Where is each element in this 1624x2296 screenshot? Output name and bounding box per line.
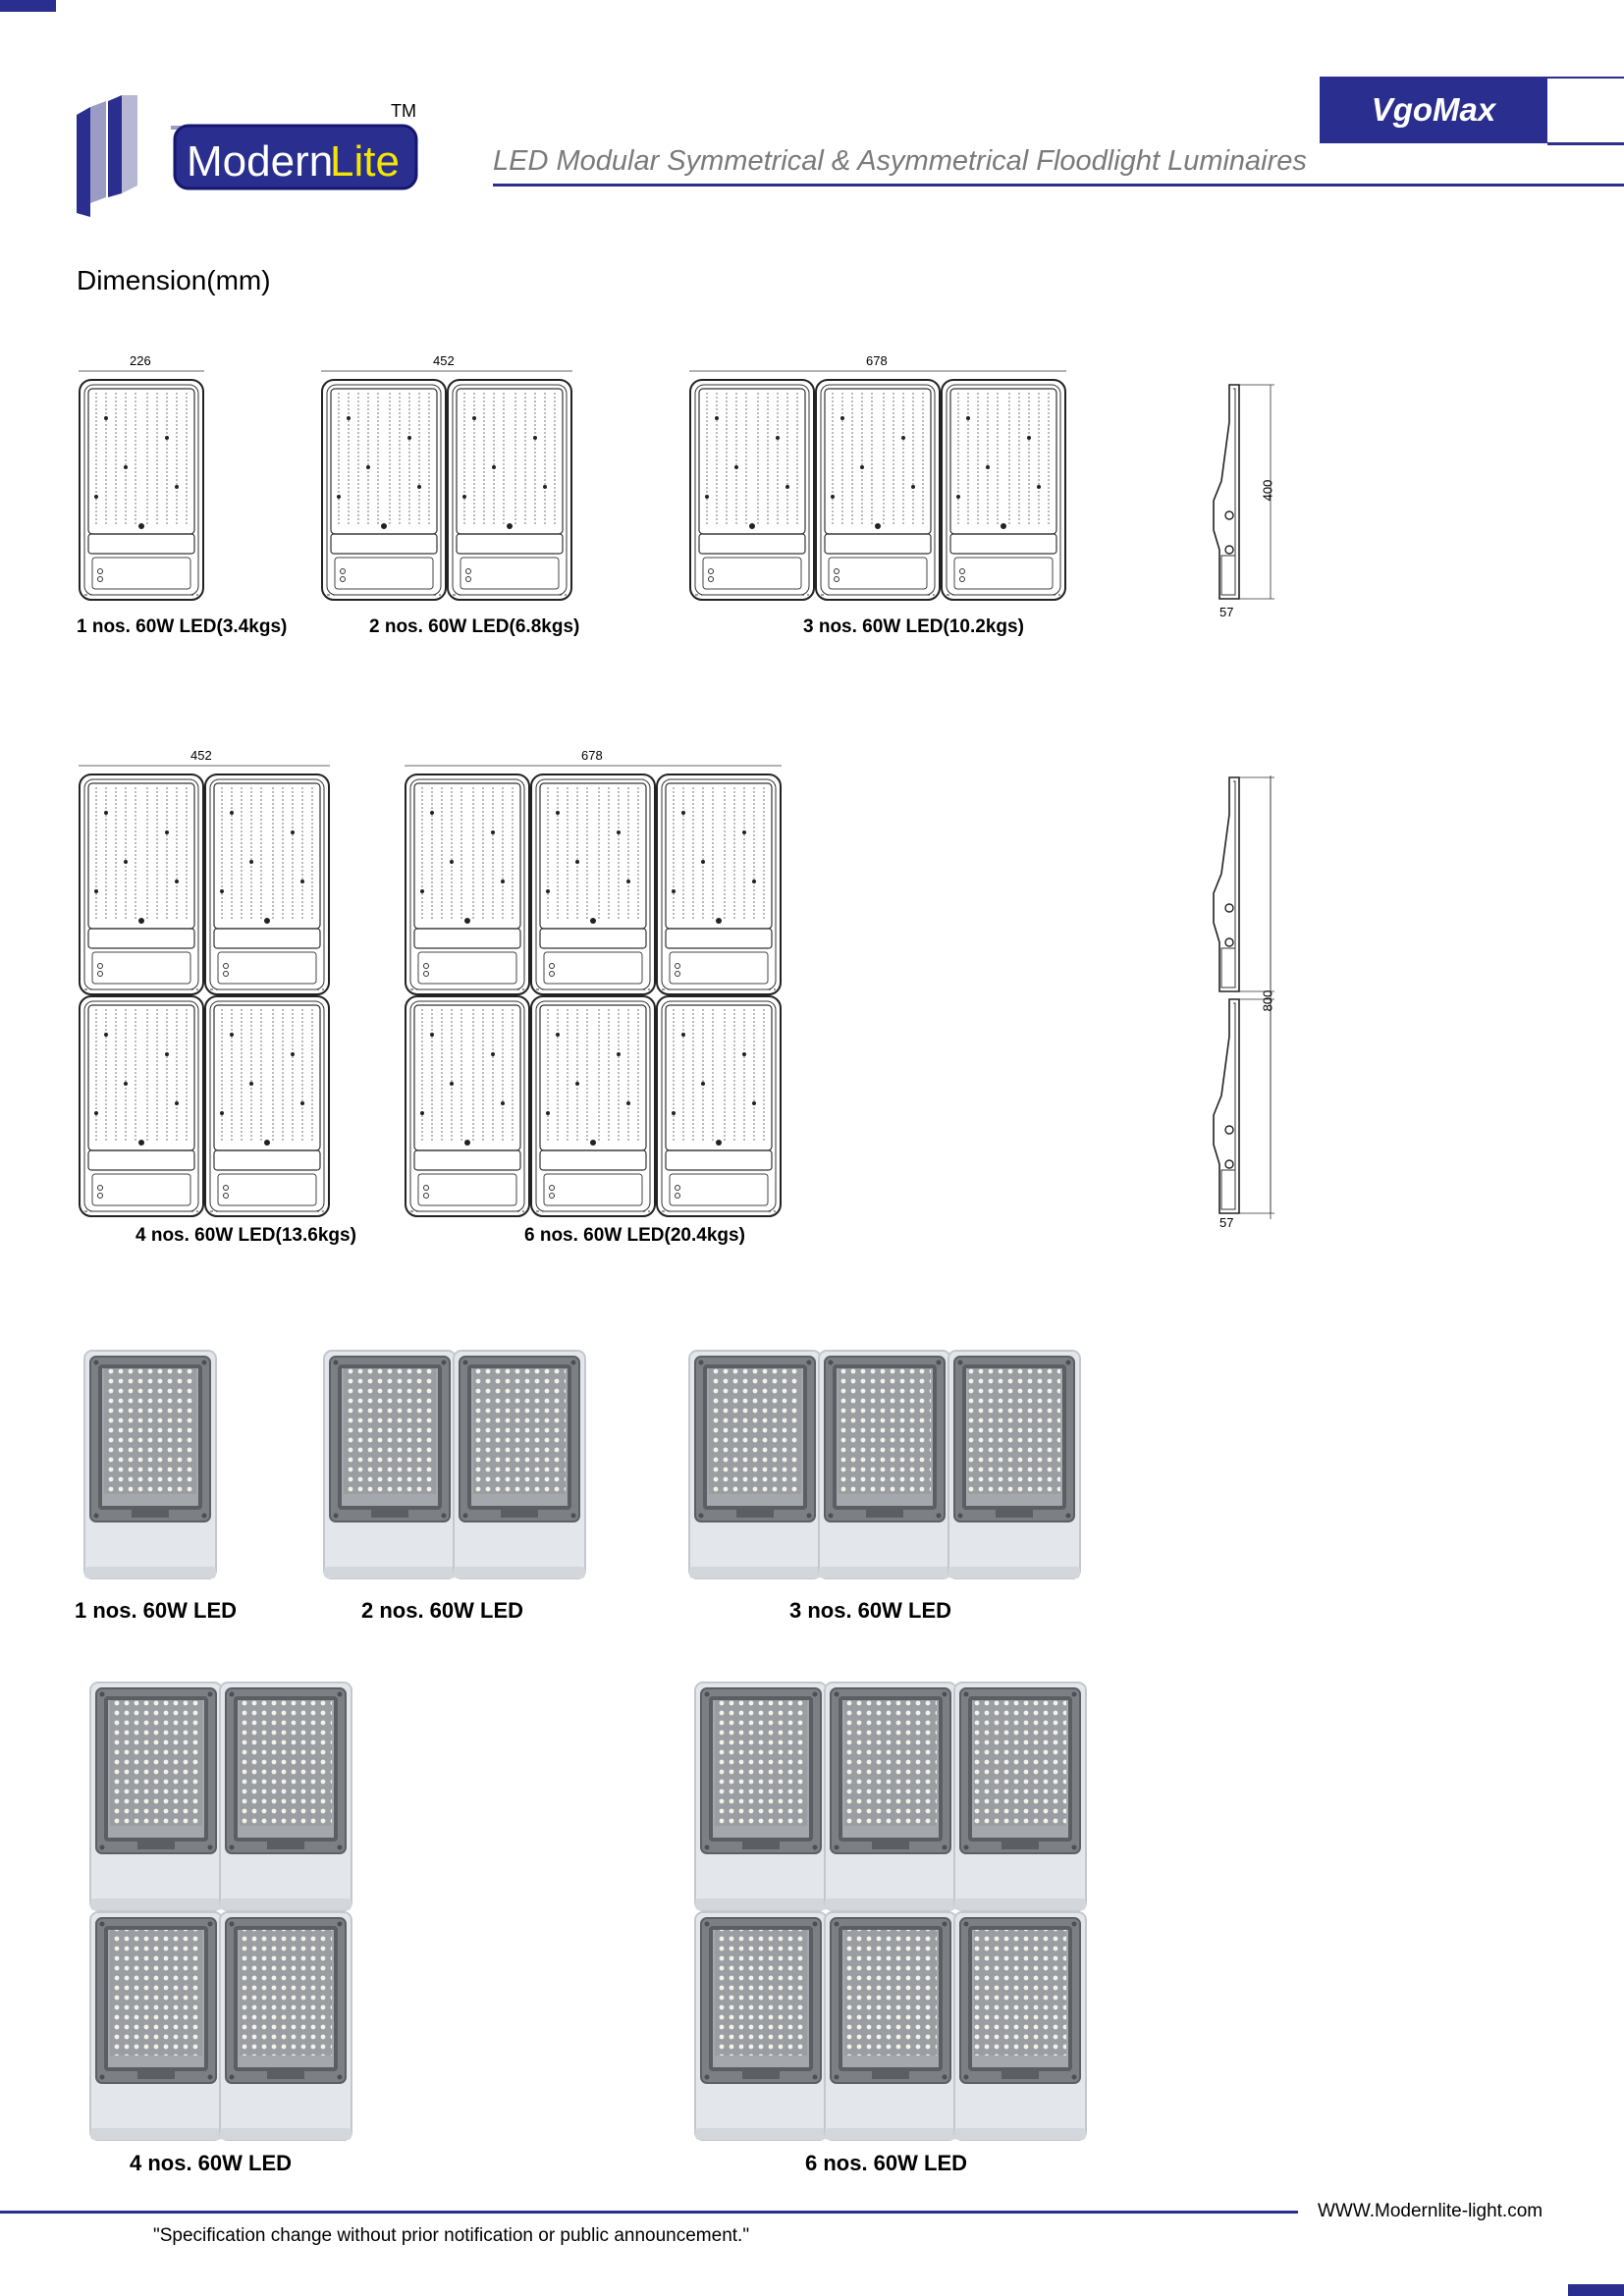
side-view-double: [1210, 775, 1278, 1237]
bottom-corner-accent: [1568, 2284, 1624, 2296]
drawing-caption: 6 nos. 60W LED(20.4kgs): [524, 1225, 745, 1246]
logo-text-lite: Lite: [330, 137, 400, 186]
header-rule: [493, 184, 1624, 187]
photo-4-modules: [82, 1679, 359, 2146]
trademark-mark: TM: [391, 101, 416, 121]
height-dimension: 800: [1260, 989, 1275, 1012]
photo-6-modules: [687, 1679, 1094, 2146]
photo-caption: 2 nos. 60W LED: [361, 1598, 524, 1623]
section-title: Dimension(mm): [77, 265, 271, 295]
drawing-caption: 3 nos. 60W LED(10.2kgs): [803, 616, 1024, 637]
width-dimension: 452: [433, 353, 455, 368]
photo-caption: 4 nos. 60W LED: [130, 2151, 293, 2175]
header-rule-top: [1547, 77, 1624, 79]
photo-2-modules: [316, 1347, 593, 1582]
width-dimension: 452: [190, 748, 212, 763]
top-corner-accent: [0, 0, 56, 12]
footer-rule: [0, 2211, 1298, 2214]
width-dimension: 226: [130, 353, 151, 368]
width-dimension: 678: [581, 748, 603, 763]
drawing-caption: 4 nos. 60W LED(13.6kgs): [135, 1225, 356, 1246]
side-view-single: [1210, 383, 1278, 619]
photo-caption: 3 nos. 60W LED: [789, 1598, 952, 1623]
height-dimension: 400: [1260, 479, 1275, 502]
depth-dimension: 57: [1219, 605, 1234, 619]
modernlite-logo: [77, 95, 420, 218]
disclaimer-text: "Specification change without prior notification or public announcement.": [153, 2225, 750, 2246]
photo-caption: 1 nos. 60W LED: [75, 1598, 238, 1623]
depth-dimension: 57: [1219, 1215, 1234, 1230]
width-dimension: 678: [866, 353, 888, 368]
website-link[interactable]: WWW.Modernlite-light.com: [1318, 2201, 1543, 2221]
photo-1-module: [77, 1347, 224, 1582]
drawing-caption: 1 nos. 60W LED(3.4kgs): [77, 616, 288, 637]
brand-badge: VgoMax: [1320, 77, 1547, 143]
photo-caption: 6 nos. 60W LED: [805, 2151, 968, 2175]
logo-text-modern: Modern: [187, 137, 334, 186]
header-rule-right: [1547, 142, 1624, 145]
photo-3-modules: [681, 1347, 1088, 1582]
drawing-caption: 2 nos. 60W LED(6.8kgs): [369, 616, 580, 637]
product-subtitle: LED Modular Symmetrical & Asymmetrical Floodlight Luminaires: [493, 145, 1307, 177]
